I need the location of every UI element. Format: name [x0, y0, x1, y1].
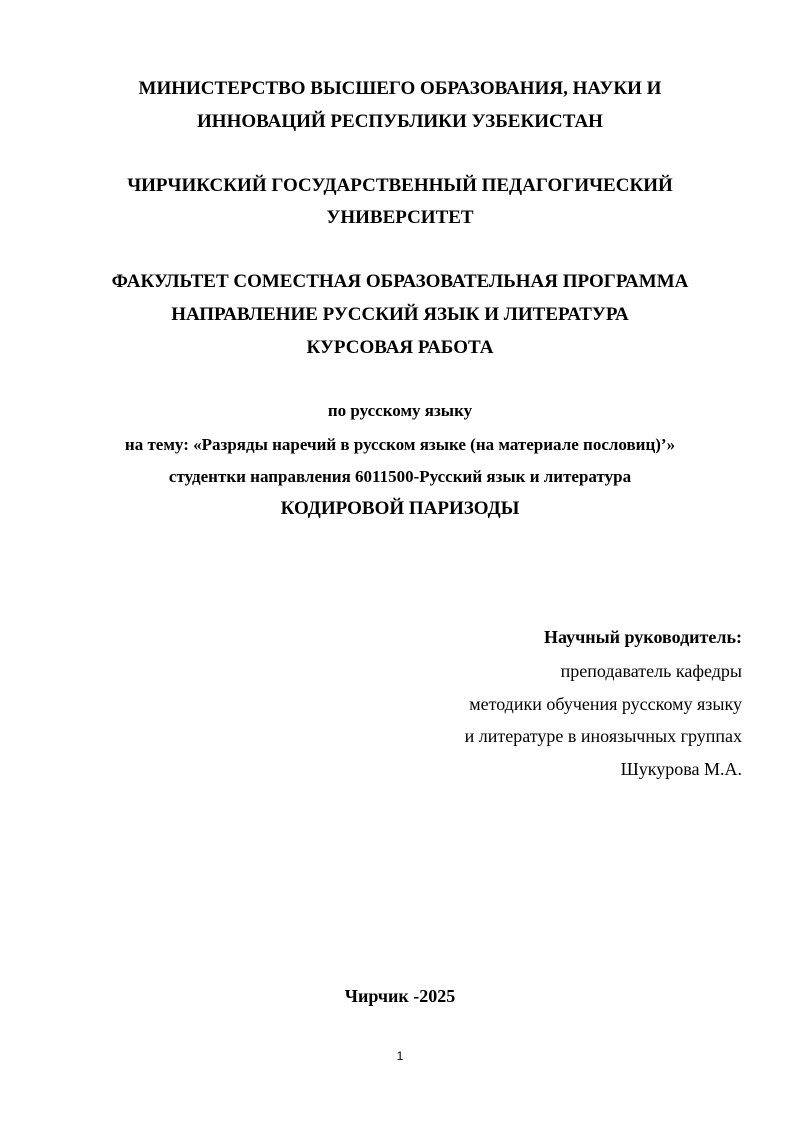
- student-name: КОДИРОВОЙ ПАРИЗОДЫ: [280, 498, 520, 519]
- ministry-line-1: МИНИСТЕРСТВО ВЫСШЕГО ОБРАЗОВАНИЯ, НАУКИ И: [138, 78, 662, 99]
- supervisor-heading: Научный руководитель:: [544, 627, 742, 647]
- page-number: 1: [396, 1049, 404, 1063]
- theme-line: на тему: «Разряды наречий в русском языке (на материале пословиц)’»: [124, 435, 676, 454]
- supervisor-position-line-2: методики обучения русскому языку: [469, 694, 742, 714]
- supervisor-position-line-1: преподаватель кафедры: [560, 661, 742, 681]
- supervisor-position-line-3: и литературе в иноязычных группах: [464, 726, 742, 746]
- subject-line: по русскому языку: [327, 401, 473, 420]
- work-type-title: КУРСОВАЯ РАБОТА: [306, 337, 494, 358]
- student-info-line: студентки направления 6011500-Русский язык и литература: [168, 467, 632, 486]
- university-line-2: УНИВЕРСИТЕТ: [326, 207, 474, 228]
- faculty-line: ФАКУЛЬТЕТ СОМЕСТНАЯ ОБРАЗОВАТЕЛЬНАЯ ПРОГРАММА: [111, 271, 689, 292]
- city-year: Чирчик -2025: [344, 986, 456, 1006]
- ministry-line-2: ИННОВАЦИЙ РЕСПУБЛИКИ УЗБЕКИСТАН: [197, 111, 603, 132]
- supervisor-name: Шукурова М.А.: [620, 759, 742, 779]
- university-line-1: ЧИРЧИКСКИЙ ГОСУДАРСТВЕННЫЙ ПЕДАГОГИЧЕСКИЙ: [127, 175, 673, 196]
- direction-line: НАПРАВЛЕНИЕ РУССКИЙ ЯЗЫК И ЛИТЕРАТУРА: [171, 304, 629, 325]
